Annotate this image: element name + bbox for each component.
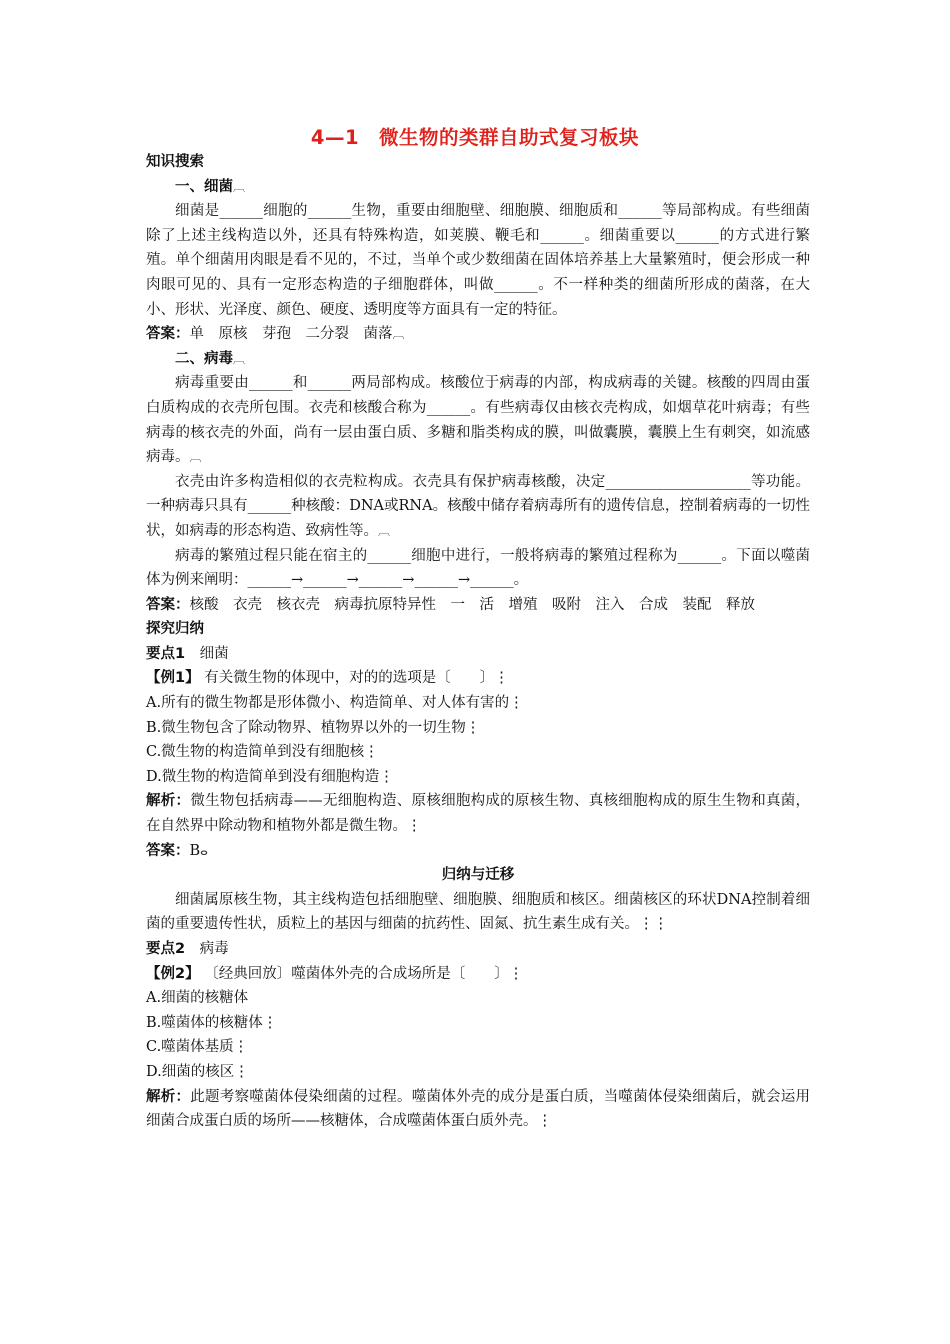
section-explore: 探究归纳 [146, 621, 204, 638]
document-body [146, 150, 810, 1134]
analysis-2: 解析：此题考察噬菌体侵染细菌的过程。噬菌体外壳的成分是蛋白质，当噬菌体侵染细菌后，就会运用细菌合成蛋白质的场所——核糖体，合成噬菌体蛋白质外壳。⋮ [146, 1088, 811, 1130]
analysis-1: 解析：微生物包括病毒——无细胞构造、原核细胞构成的原核生物、真核细胞构成的原生生物和真菌，在自然界中除动物和植物外都是微生物。⋮ [146, 793, 811, 835]
example-2-option-a: A.细菌的核糖体 [146, 990, 249, 1007]
example-2-option-c: C.噬菌体基质⋮ [146, 1039, 249, 1056]
example-1-option-d: D.微生物的构造简单到没有细胞构造⋮ [146, 768, 394, 785]
paragraph-bacteria: 细菌是______细胞的______生物，重要由细胞壁、细胞膜、细胞质和______等局部构成。有些细菌除了上述主线构造以外，还具有特殊构造，如荚膜、鞭毛和______。细菌重要以______的方式进行繁殖。单个细菌用肉眼是看不见的，不过，当单个或少数细菌在固体培养基上大量繁殖时，便会形成一种肉眼可见的、具有一定形态构造的子细胞群体，叫做______。不一样种类的细菌所形成的菌落，在大小、形状、光泽度、颜色、硬度、透明度等方面具有一定的特征。 [146, 203, 810, 318]
example-1-question: 【例1】 有关微生物的体现中，对的的选项是〔 〕⋮ [146, 670, 509, 687]
answer-3: 答案：Bⴰ [146, 842, 208, 859]
annotation-mark: ︹ [233, 179, 246, 194]
paragraph-virus-1: 病毒重要由______和______两局部构成。核酸位于病毒的内部，构成病毒的关键。核酸的四周由蛋白质构成的衣壳所包围。衣壳和核酸合称为______。有些病毒仅由核衣壳构成，如烟草花叶病毒；有些病毒的核衣壳的外面，尚有一层由蛋白质、多糖和脂类构成的膜，叫做囊膜，囊膜上生有刺突，如流感病毒。︹ [146, 375, 810, 466]
paragraph-virus-2: 衣壳由许多构造相似的衣壳粒构成。衣壳具有保护病毒核酸，决定____________________等功能。一种病毒只具有______种核酸：DNA或RNA。核酸中储存着病毒所有的遗传信息，控制着病毒的一切性状，如病毒的形态构造、致病性等。︹ [146, 473, 810, 539]
example-2-question: 【例2】 〔经典回放〕噬菌体外壳的合成场所是〔 〕⋮ [146, 965, 524, 982]
key-point-1: 要点1 细菌 [146, 645, 229, 662]
paragraph-virus-3: 病毒的繁殖过程只能在宿主的______细胞中进行，一般将病毒的繁殖过程称为______。下面以噬菌体为例来阐明：______→______→______→______→______。 [146, 547, 810, 589]
example-1-option-c: C.微生物的构造简单到没有细胞核⋮ [146, 744, 379, 761]
example-1-option-b: B.微生物包含了除动物界、植物界以外的一切生物⋮ [146, 719, 481, 736]
heading-virus: 二、病毒︹ [175, 350, 246, 367]
example-1-option-a: A.所有的微生物都是形体微小、构造简单、对人体有害的⋮ [146, 695, 524, 712]
example-2-option-d: D.细菌的核区⋮ [146, 1063, 249, 1080]
section-summary: 归纳与迁移 [441, 867, 515, 884]
example-2-option-b: B.噬菌体的核糖体⋮ [146, 1014, 278, 1031]
key-point-2: 要点2 病毒 [146, 941, 229, 957]
paragraph-summary: 细菌属原核生物，其主线构造包括细胞壁、细胞膜、细胞质和核区。细菌核区的环状DNA控制着细菌的重要遗传性状，质粒上的基因与细菌的抗药性、固氮、抗生素生成有关。⋮⋮ [146, 891, 810, 933]
answer-1: 答案：单 原核 芽孢 二分裂 菌落︹ [146, 326, 405, 343]
heading-bacteria: 一、细菌︹ [175, 178, 246, 195]
section-knowledge-search: 知识搜索 [146, 154, 204, 170]
page-title: 4—1 微生物的类群自助式复习板块 [310, 126, 640, 149]
answer-2: 答案：核酸 衣壳 核衣壳 病毒抗原特异性 一 活 增殖 吸附 注入 合成 装配 释放 [146, 596, 755, 613]
